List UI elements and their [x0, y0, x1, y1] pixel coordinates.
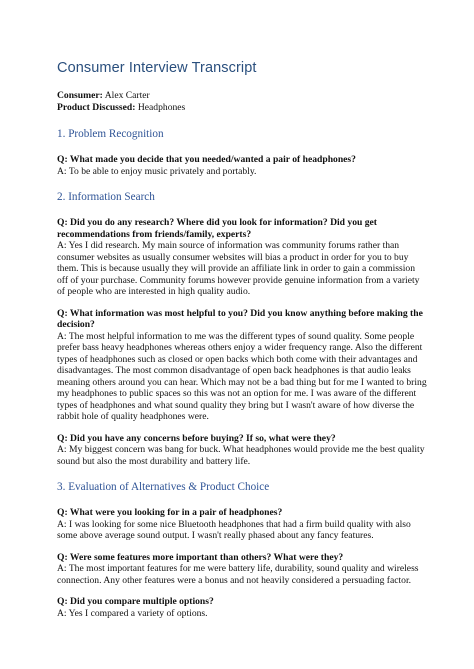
- answer-text: A: The most important features for me were battery life, durability, sound quality and wireless connection. Any other features were a bonus and not heavily considered a persuading factor.: [57, 563, 419, 586]
- question-text: Q: Were some features more important than others? What were they?: [57, 551, 344, 563]
- question-text: Q: What were you looking for in a pair of headphones?: [57, 507, 283, 518]
- question-text: Q: Did you do any research? Where did you look for information? Did you get recommendations from friends/family, experts?: [57, 217, 377, 240]
- qa-block: [57, 596, 427, 619]
- answer-text: A: The most helpful information to me was the different types of sound quality. Some people prefer bass heavy headphones whereas others enjoy a wider frequency range. Also the different types of headphones such as closed or open backs which both come with their advantages and disadvantages. The most common disadvantage of open back headphones is that audio leaks meaning others around you can hear. Which may not be a bad thing but for me I wanted to bring my headphones to public spaces so this was not an option for me. I was aware of the different types of headphones and what sound quality they bring but I wasn't aware of how diverse the rabbit hole of quality headphones were.: [57, 330, 427, 422]
- qa-block: [57, 308, 427, 423]
- document-title: Consumer Interview Transcript: [57, 60, 257, 76]
- consumer-label: Consumer:: [57, 90, 103, 101]
- question-text: Q: What made you decide that you needed/wanted a pair of headphones?: [57, 154, 356, 165]
- section-title-problem-recognition: 1. Problem Recognition: [57, 128, 164, 140]
- qa-block: [57, 433, 427, 468]
- qa-block: [57, 154, 427, 177]
- product-label: Product Discussed:: [57, 102, 136, 113]
- question-text: Q: Did you have any concerns before buying? If so, what were they?: [57, 432, 336, 444]
- document-page: [57, 60, 427, 619]
- question-text: Q: What information was most helpful to you? Did you know anything before making the decision?: [57, 307, 423, 330]
- section-title-information-search: 2. Information Search: [57, 191, 155, 203]
- product-value: Headphones: [137, 102, 186, 113]
- consumer-value: Alex Carter: [104, 90, 150, 101]
- answer-text: A: Yes I compared a variety of options.: [57, 607, 208, 619]
- section-title-evaluation-of-alternatives: 3. Evaluation of Alternatives & Product Choice: [57, 481, 270, 493]
- answer-text: A: I was looking for some nice Bluetooth headphones that had a firm build quality with also some above average sound output. I wasn't really phased about any fancy features.: [57, 518, 411, 541]
- qa-block: [57, 552, 427, 587]
- answer-text: A: My biggest concern was bang for buck. What headphones would provide me the best quality sound but also the most durability and battery life.: [57, 444, 425, 467]
- qa-block: [57, 217, 427, 298]
- question-text: Q: Did you compare multiple options?: [57, 596, 214, 607]
- answer-text: A: Yes I did research. My main source of information was community forums rather than consumer websites as usually consumer websites will bias a product in order for you to buy them. This is because usually they will provide an affiliate link in order to gain a commission off of your purchase. Community forums however provide genuine information from a variety of people who are interested in high quality audio.: [57, 240, 420, 297]
- qa-block: [57, 507, 427, 542]
- product-line: [57, 102, 427, 114]
- consumer-line: [57, 90, 427, 102]
- answer-text: A: To be able to enjoy music privately and portably.: [57, 165, 257, 177]
